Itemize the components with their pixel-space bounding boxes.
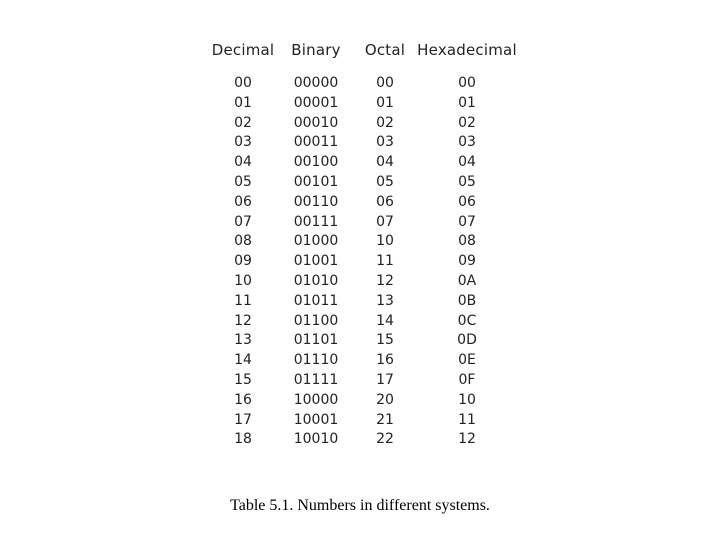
cell-binary: 01010 xyxy=(293,272,339,289)
cell-binary: 00100 xyxy=(293,154,339,171)
cell-octal: 01 xyxy=(376,94,394,111)
cell-decimal: 03 xyxy=(234,134,252,151)
cell-octal: 06 xyxy=(376,193,394,210)
cell-decimal: 06 xyxy=(234,193,252,210)
table-row xyxy=(210,371,520,391)
table-row xyxy=(210,312,520,332)
cell-decimal: 17 xyxy=(234,411,252,428)
cell-binary: 00010 xyxy=(293,114,339,131)
cell-decimal: 13 xyxy=(234,332,252,349)
table-row xyxy=(210,391,520,411)
table-row xyxy=(210,114,520,134)
header-decimal: Decimal xyxy=(211,41,275,59)
table-row xyxy=(210,232,520,252)
cell-octal: 15 xyxy=(376,332,394,349)
cell-decimal: 15 xyxy=(234,371,252,388)
cell-octal: 16 xyxy=(376,352,394,369)
cell-decimal: 01 xyxy=(234,94,252,111)
table-row xyxy=(210,153,520,173)
cell-octal: 00 xyxy=(376,75,394,91)
table-row xyxy=(210,411,520,431)
table-row xyxy=(210,430,520,450)
cell-binary: 01001 xyxy=(293,253,339,270)
table-row xyxy=(210,133,520,153)
cell-hexadecimal: 0E xyxy=(458,352,476,369)
cell-binary: 01000 xyxy=(293,233,339,250)
cell-hexadecimal: 07 xyxy=(458,213,476,230)
cell-hexadecimal: 00 xyxy=(458,75,476,91)
table-row xyxy=(210,74,520,94)
cell-decimal: 12 xyxy=(234,312,252,329)
cell-binary: 01101 xyxy=(293,332,339,349)
cell-binary: 10000 xyxy=(293,391,339,408)
cell-binary: 00011 xyxy=(293,134,339,151)
cell-octal: 05 xyxy=(376,173,394,190)
cell-octal: 12 xyxy=(376,272,394,289)
cell-decimal: 02 xyxy=(234,114,252,131)
table-row xyxy=(210,252,520,272)
cell-hexadecimal: 06 xyxy=(458,193,476,210)
cell-binary: 01111 xyxy=(293,371,339,388)
cell-hexadecimal: 0C xyxy=(457,312,477,329)
cell-hexadecimal: 0A xyxy=(457,272,477,289)
cell-binary: 10001 xyxy=(293,411,339,428)
table-row xyxy=(210,193,520,213)
cell-binary: 00000 xyxy=(293,75,339,91)
table-row xyxy=(210,213,520,233)
table-row xyxy=(210,173,520,193)
cell-hexadecimal: 11 xyxy=(458,411,476,428)
cell-hexadecimal: 0D xyxy=(457,332,477,349)
cell-decimal: 18 xyxy=(234,431,252,448)
cell-decimal: 11 xyxy=(234,292,252,309)
cell-binary: 01110 xyxy=(293,352,339,369)
cell-decimal: 16 xyxy=(234,391,252,408)
header-hexadecimal: Hexadecimal xyxy=(417,41,517,59)
header-binary: Binary xyxy=(291,41,341,59)
cell-binary: 00101 xyxy=(293,173,339,190)
table-row xyxy=(210,272,520,292)
number-systems-table xyxy=(210,38,520,450)
cell-hexadecimal: 09 xyxy=(458,253,476,270)
cell-hexadecimal: 08 xyxy=(458,233,476,250)
cell-octal: 13 xyxy=(376,292,394,309)
cell-octal: 04 xyxy=(376,154,394,171)
cell-octal: 03 xyxy=(376,134,394,151)
cell-hexadecimal: 04 xyxy=(458,154,476,171)
cell-hexadecimal: 01 xyxy=(458,94,476,111)
cell-decimal: 09 xyxy=(234,253,252,270)
cell-octal: 02 xyxy=(376,114,394,131)
table-row xyxy=(210,94,520,114)
table-header-row xyxy=(210,38,520,74)
cell-binary: 01100 xyxy=(293,312,339,329)
cell-octal: 11 xyxy=(376,253,394,270)
number-systems-table-container xyxy=(210,38,520,450)
cell-octal: 21 xyxy=(376,411,394,428)
cell-octal: 22 xyxy=(376,431,394,448)
table-row xyxy=(210,351,520,371)
cell-octal: 14 xyxy=(376,312,394,329)
table-row xyxy=(210,331,520,351)
cell-decimal: 05 xyxy=(234,173,252,190)
table-caption: Table 5.1. Numbers in different systems. xyxy=(230,497,490,514)
cell-binary: 10010 xyxy=(293,431,339,448)
cell-hexadecimal: 12 xyxy=(458,431,476,448)
table-row xyxy=(210,292,520,312)
header-octal: Octal xyxy=(364,41,406,59)
cell-decimal: 08 xyxy=(234,233,252,250)
cell-decimal: 04 xyxy=(234,154,252,171)
cell-decimal: 14 xyxy=(234,352,252,369)
cell-hexadecimal: 10 xyxy=(458,391,476,408)
cell-hexadecimal: 0F xyxy=(458,371,476,388)
cell-hexadecimal: 05 xyxy=(458,173,476,190)
cell-binary: 00110 xyxy=(293,193,339,210)
cell-binary: 00111 xyxy=(293,213,339,230)
cell-octal: 20 xyxy=(376,391,394,408)
cell-hexadecimal: 03 xyxy=(458,134,476,151)
cell-hexadecimal: 02 xyxy=(458,114,476,131)
cell-octal: 17 xyxy=(376,371,394,388)
cell-decimal: 07 xyxy=(234,213,252,230)
cell-octal: 07 xyxy=(376,213,394,230)
table-body xyxy=(210,74,520,450)
cell-hexadecimal: 0B xyxy=(457,292,477,309)
cell-decimal: 10 xyxy=(234,272,252,289)
cell-decimal: 00 xyxy=(234,75,252,91)
cell-octal: 10 xyxy=(376,233,394,250)
cell-binary: 01011 xyxy=(293,292,339,309)
cell-binary: 00001 xyxy=(293,94,339,111)
